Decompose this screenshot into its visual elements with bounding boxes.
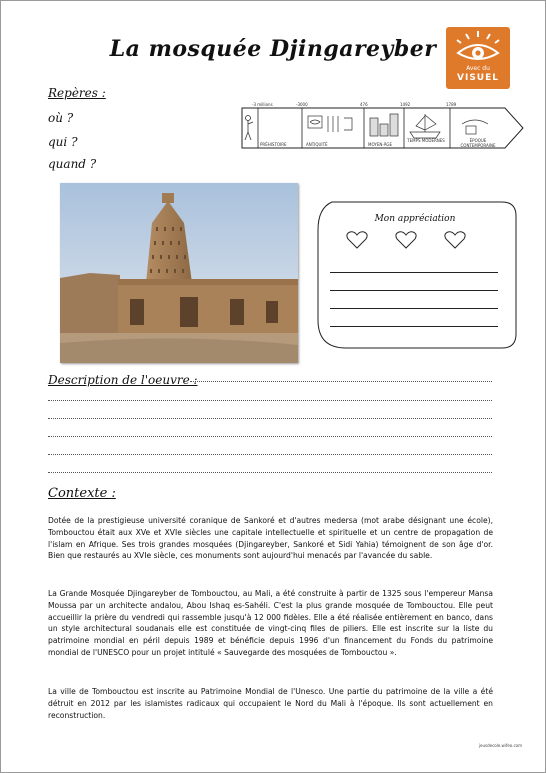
- period-contemporary: ÉPOQUE CONTEMPORAINE: [460, 138, 496, 148]
- castle-icon: [370, 114, 398, 136]
- eye-icon: [446, 27, 510, 67]
- date-middle-age: 476: [360, 102, 368, 107]
- prehistory-icon: [245, 116, 253, 141]
- appreciation-line[interactable]: [330, 308, 498, 309]
- appreciation-title: Mon appréciation: [374, 214, 456, 224]
- page-title: La mosquée Djingareyber: [109, 36, 437, 62]
- appreciation-line[interactable]: [330, 272, 498, 273]
- heart-icon[interactable]: [395, 230, 417, 250]
- description-line[interactable]: [48, 400, 492, 401]
- date-modern: 1492: [400, 102, 411, 107]
- contexte-label: Contexte :: [48, 486, 116, 501]
- reperes-heading: Repères :: [48, 86, 106, 100]
- period-middle-age: MOYEN-ÂGE: [368, 142, 392, 147]
- footer-url: jeusdecole.wifeo.com: [478, 743, 522, 748]
- question-where: où ?: [48, 111, 74, 125]
- contexte-paragraph: La Grande Mosquée Djingareyber de Tombouctou, au Mali, a été construite à partir de 1325 sous l'empereur Mansa Moussa par un architecte andalou, Abou Ishaq es-Sahéli. C'est la plus grande mosquée de Tombouctou. Elle peut accueillir la prière du vendredi qui rassemble jusqu'à 12 000 fidèles. Elle a été réalisée entièrement en banco, dans un style architectural soudanais elle est constituée de vingt-cinq files de piliers. Elle est inscrite sur la liste du patrimoine mondial en péril depuis 1989 et bénéficie depuis 1996 d'un financement du Fonds du patrimoine mondial de l'UNESCO pour un projet intitulé « Sauvegarde des mosquées de Tombouctou ».: [48, 589, 493, 657]
- mosque-photo: [60, 183, 298, 363]
- description-line[interactable]: [48, 418, 492, 419]
- description-line[interactable]: [48, 454, 492, 455]
- period-antiquity: ANTIQUITÉ: [306, 142, 328, 147]
- contemporary-icon: [462, 120, 488, 134]
- history-timeline: [240, 102, 525, 158]
- heart-icon[interactable]: [346, 230, 368, 250]
- period-prehistory: PRÉHISTOIRE: [260, 142, 287, 147]
- description-line[interactable]: [48, 472, 492, 473]
- question-who: qui ?: [48, 135, 78, 149]
- logo-tagline: Avec du: [466, 65, 490, 72]
- contexte-paragraph: La ville de Tombouctou est inscrite au Patrimoine Mondial de l'Unesco. Une partie du patrimoine de la ville a été détruit en 2012 par les islamistes radicaux qui occupaient le Nord du Mali à l'époque. Ils sont actuellement en reconstruction.: [48, 687, 493, 720]
- antiquity-icon: [308, 116, 352, 132]
- logo: [446, 27, 510, 89]
- contexte-paragraph: Dotée de la prestigieuse université coranique de Sankoré et d'autres medersa (mot arabe désignant une école), Tombouctou était aux XVe et XVIe siècles une capitale intellectuelle et spirituelle et un centre de propagation de l'islam en Afrique. Ses trois grandes mosquées (Djingareyber, Sankoré et Sidi Yahia) témoignent de son âge d'or. Bien que restaurés au XVIe siècle, ces monuments sont aujourd'hui menacés par l'avancée du sable.: [48, 516, 493, 561]
- date-antiquity: -3000: [296, 102, 308, 107]
- appreciation-line[interactable]: [330, 326, 498, 327]
- question-when: quand ?: [48, 157, 97, 171]
- ship-icon: [410, 114, 440, 138]
- date-contemporary: 1789: [446, 102, 457, 107]
- description-label: Description de l'oeuvre :: [48, 373, 198, 387]
- heart-icon[interactable]: [444, 230, 466, 250]
- logo-wordmark: VISUEL: [457, 73, 499, 83]
- appreciation-line[interactable]: [330, 290, 498, 291]
- period-modern: TEMPS MODERNES: [407, 138, 445, 143]
- date-prehistory: -3 millions: [252, 102, 273, 107]
- description-line[interactable]: [190, 381, 492, 382]
- description-line[interactable]: [48, 436, 492, 437]
